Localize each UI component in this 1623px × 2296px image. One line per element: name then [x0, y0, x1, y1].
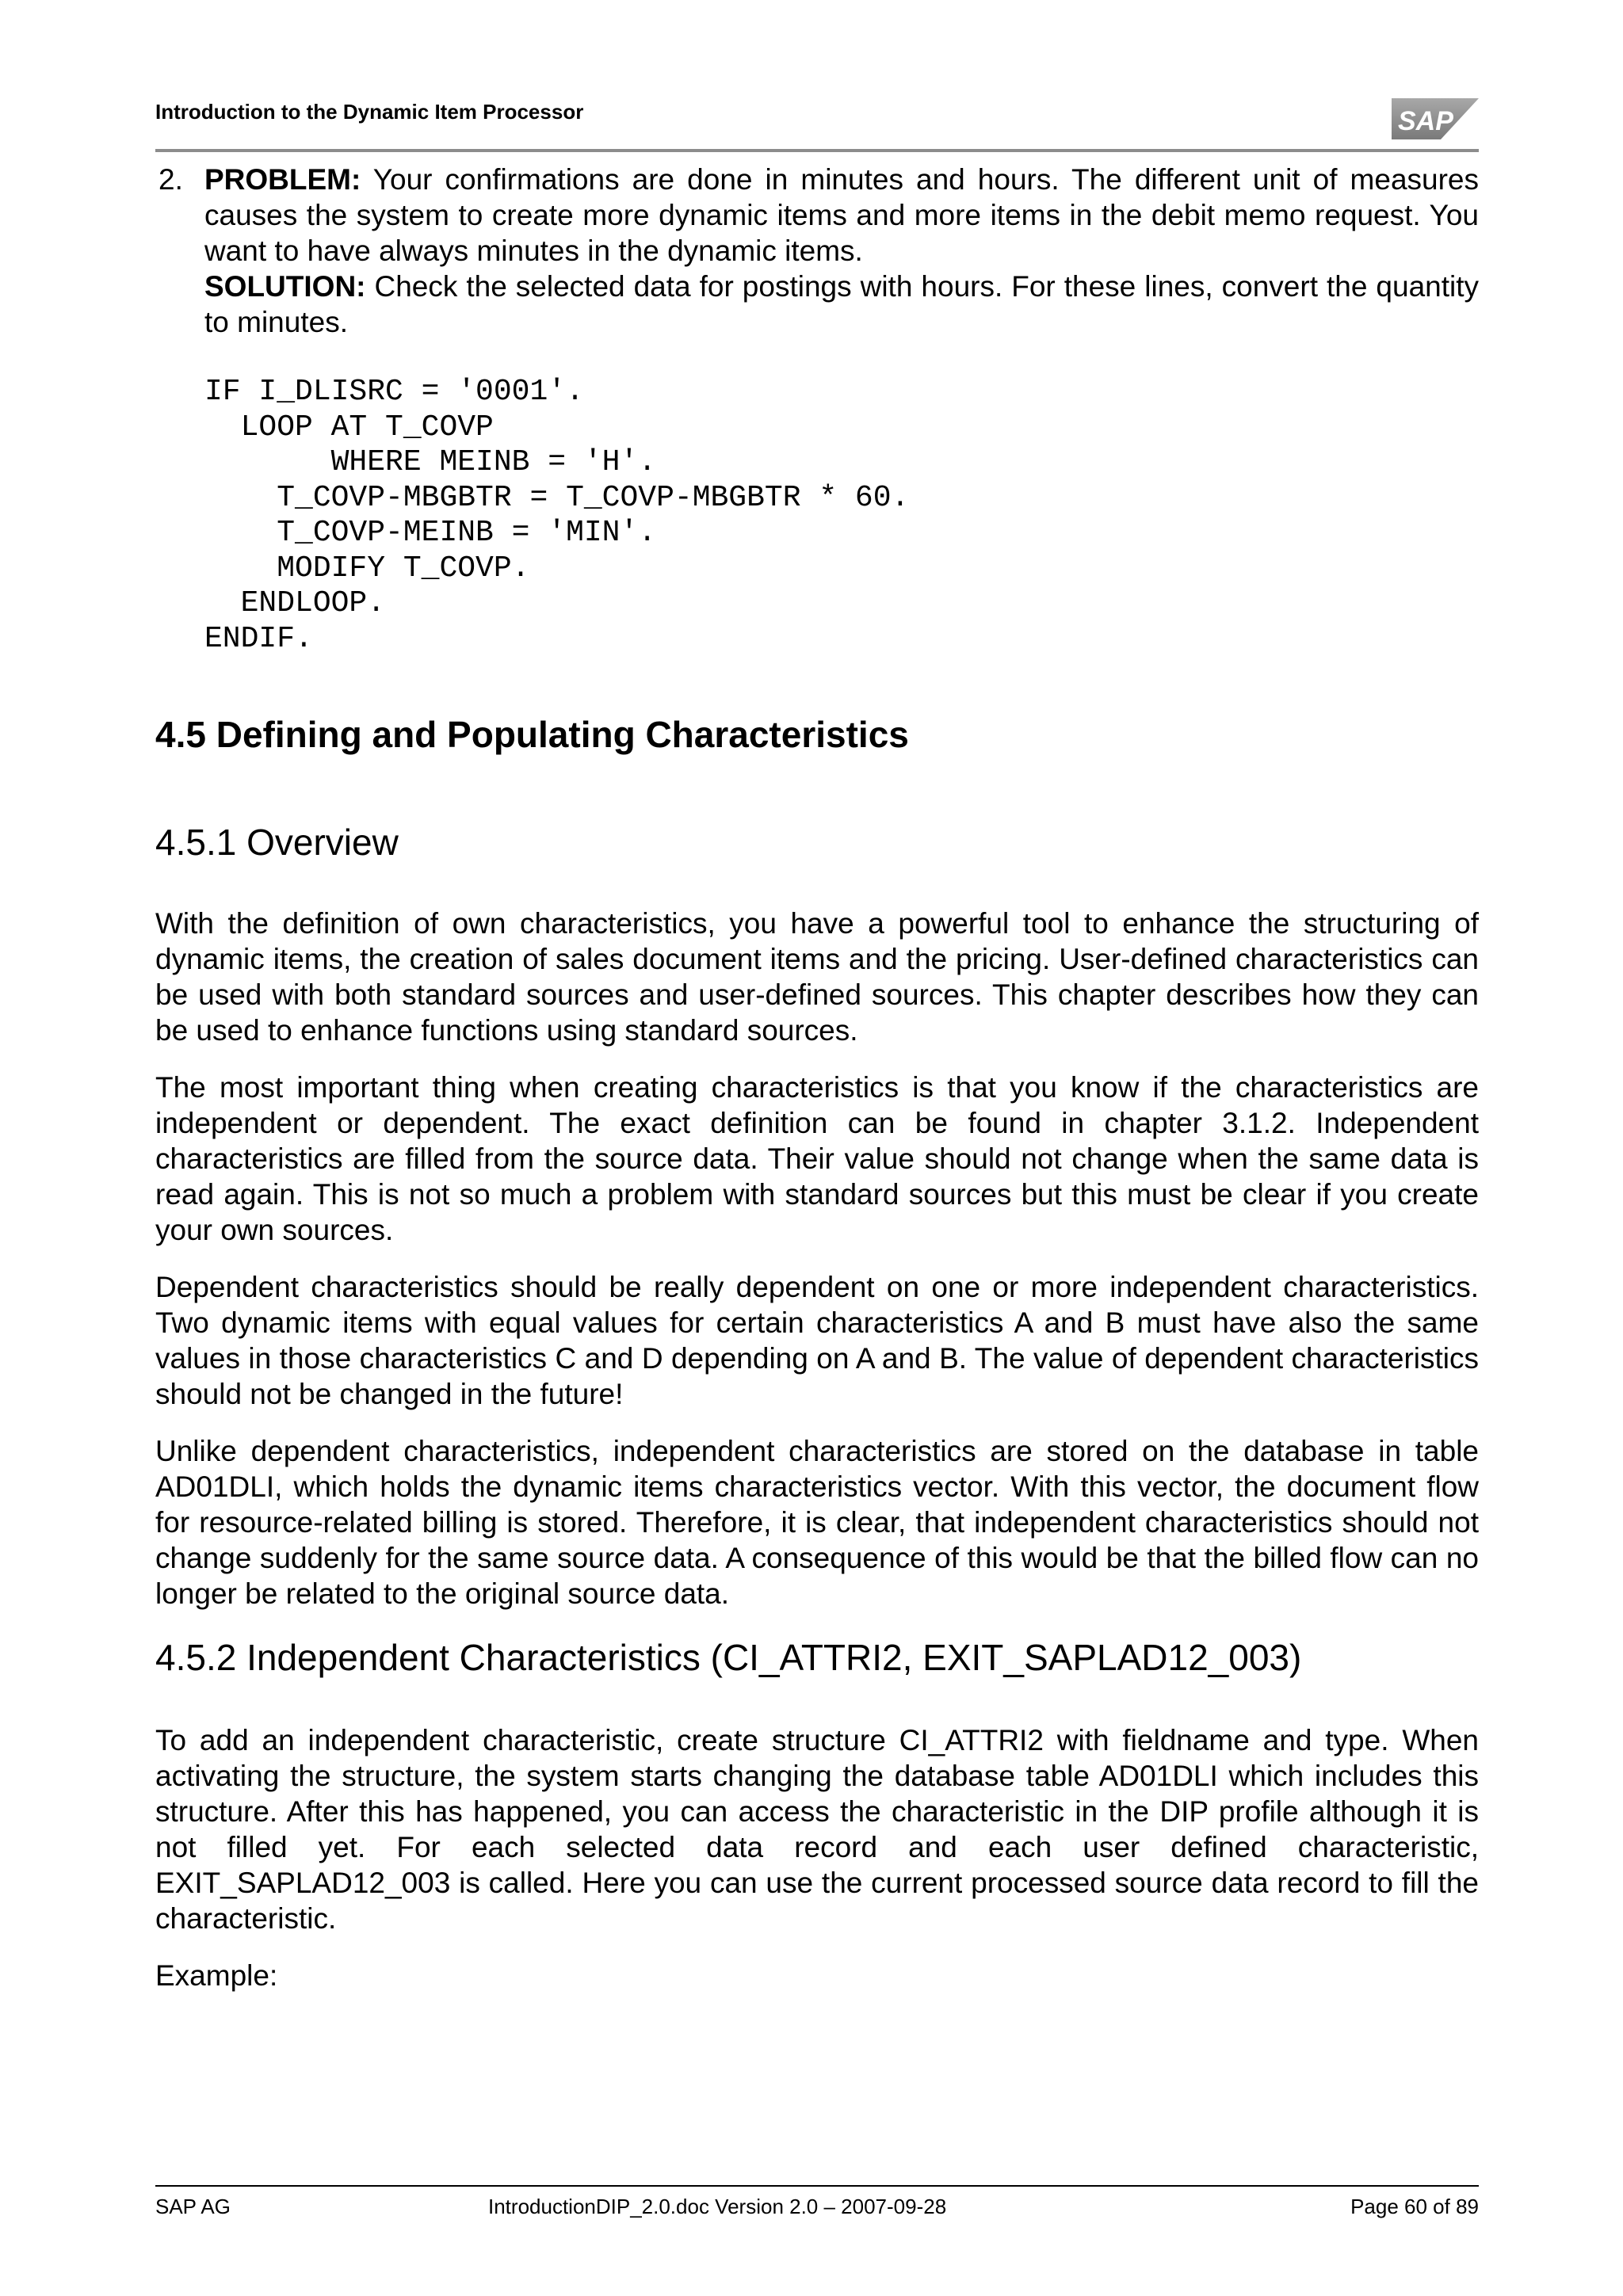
- page-header-title: Introduction to the Dynamic Item Processor: [155, 100, 584, 124]
- solution-label: SOLUTION:: [204, 270, 366, 303]
- sap-logo: [1392, 98, 1479, 143]
- footer-company: SAP AG: [155, 2195, 231, 2218]
- paragraph: Dependent characteristics should be really dependent on one or more independent characteristics. Two dynamic items with equal values for certain characteristics A and B must have also the same values in those characteristics C and D depending on A and B. The value of dependent characteristics should not be changed in the future!: [155, 1271, 1479, 1410]
- paragraph: To add an independent characteristic, create structure CI_ATTRI2 with fieldname and type. When activating the structure, the system starts changing the database table AD01DLI which includes this structure. After this has happened, you can access the characteristic in the DIP profile although it is not filled yet. For each selected data record and each user defined characteristic, EXIT_SAPLAD12_003 is called. Here you can use the current processed source data record to fill the characteristic.: [155, 1724, 1479, 1935]
- header-rule: [155, 149, 1479, 152]
- page-content: [155, 162, 1479, 2015]
- paragraph: Unlike dependent characteristics, independent characteristics are stored on the database in table AD01DLI, which holds the dynamic items characteristics vector. With this vector, the document flow for resource-related billing is stored. Therefore, it is clear, that independent characteristics should not change suddenly for the same source data. A consequence of this would be that the billed flow can no longer be related to the original source data.: [155, 1435, 1479, 1610]
- list-item: [155, 162, 1479, 340]
- subsection-heading-independent: 4.5.2 Independent Characteristics (CI_ATTRI2, EXIT_SAPLAD12_003): [155, 1637, 1302, 1678]
- paragraph: Example:: [155, 1959, 278, 1992]
- footer-rule: [155, 2185, 1479, 2187]
- code-block: IF I_DLISRC = '0001'. LOOP AT T_COVP WHERE MEINB = 'H'. T_COVP-MBGBTR = T_COVP-MBGBTR * 60. T_COVP-MEINB = 'MIN'. MODIFY T_COVP. ENDLOOP. ENDIF.: [204, 375, 910, 656]
- solution-paragraph: [204, 269, 1479, 340]
- list-item-number: 2.: [158, 163, 183, 196]
- problem-label: PROBLEM:: [204, 163, 361, 196]
- problem-text: Your confirmations are done in minutes and hours. The different unit of measures causes the system to create more dynamic items and more items in the debit memo request. You want to have always minutes in the dynamic items.: [204, 163, 1479, 267]
- solution-text: Check the selected data for postings with hours. For these lines, convert the quantity to minutes.: [204, 270, 1479, 338]
- problem-paragraph: [204, 162, 1479, 269]
- subsection-heading-overview: 4.5.1 Overview: [155, 822, 399, 863]
- paragraph: The most important thing when creating characteristics is that you know if the characteristics are independent or dependent. The exact definition can be found in chapter 3.1.2. Independent characteristics are filled from the source data. Their value should not change when the same data is read again. This is not so much a problem with standard sources but this must be clear if you create your own sources.: [155, 1071, 1479, 1246]
- paragraph: With the definition of own characteristics, you have a powerful tool to enhance the structuring of dynamic items, the creation of sales document items and the pricing. User-defined characteristics can be used with both standard sources and user-defined sources. This chapter describes how they can be used to enhance functions using standard sources.: [155, 907, 1479, 1047]
- svg-text:SAP: SAP: [1398, 106, 1453, 136]
- overview-body: [155, 906, 1479, 1611]
- footer-document: IntroductionDIP_2.0.doc Version 2.0 – 2007-09-28: [488, 2195, 947, 2218]
- independent-body: [155, 1722, 1479, 1993]
- footer-page-number: Page 60 of 89: [1350, 2195, 1479, 2218]
- section-heading: 4.5 Defining and Populating Characteristics: [155, 714, 909, 755]
